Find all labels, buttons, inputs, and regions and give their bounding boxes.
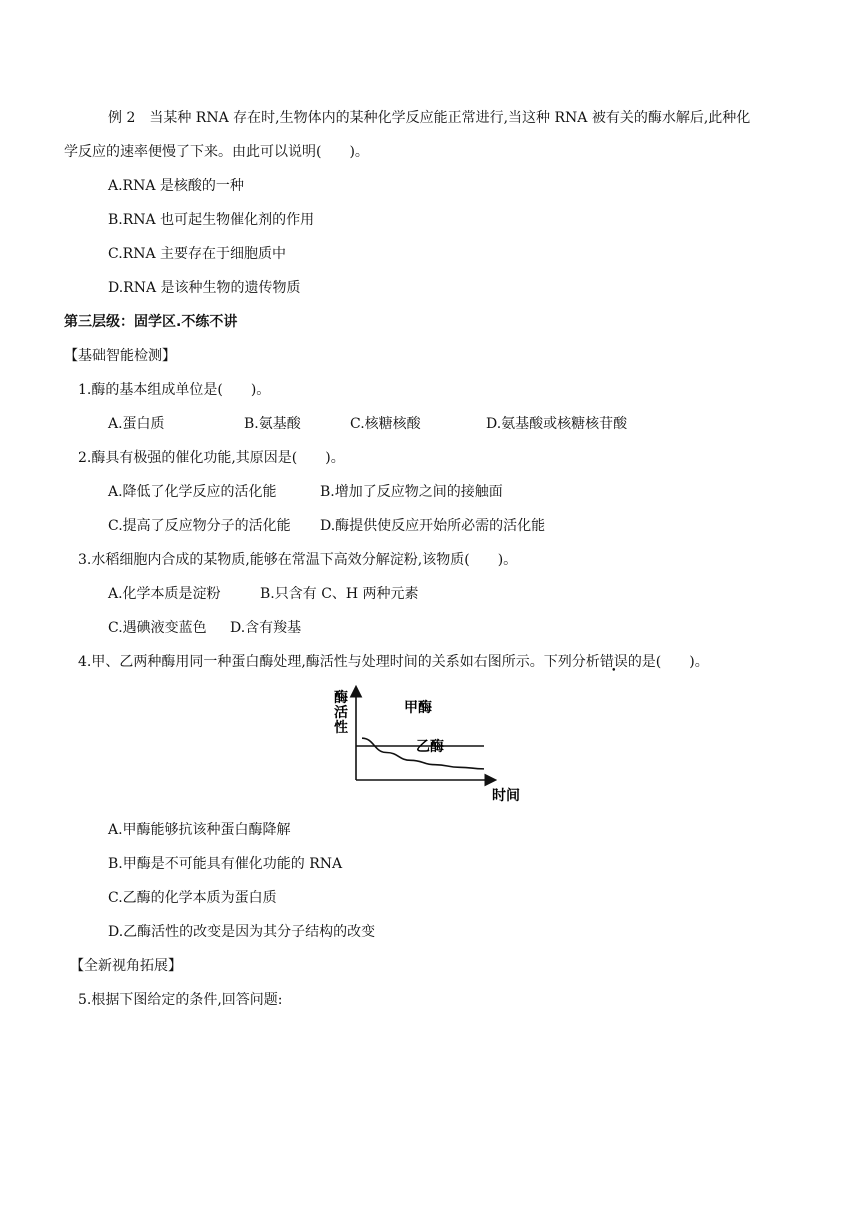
q4-stem — [78, 652, 709, 672]
series-label-yi: 乙酶 — [416, 739, 444, 755]
q1-option-d: D.氨基酸或核糖核苷酸 — [486, 416, 628, 432]
y-label-char-1: 酶 — [334, 690, 348, 706]
q3-option-d: D.含有羧基 — [230, 620, 302, 636]
y-label-char-3: 性 — [334, 720, 348, 736]
q2-stem: 2.酶具有极强的催化功能,其原因是( )。 — [78, 450, 345, 466]
y-label-char-2: 活 — [334, 705, 348, 721]
q2-option-d: D.酶提供使反应开始所必需的活化能 — [320, 518, 546, 534]
enzyme-activity-chart — [328, 684, 528, 806]
q2-option-c: C.提高了反应物分子的活化能 — [108, 518, 291, 534]
series-label-jia: 甲酶 — [404, 700, 432, 716]
q1-option-a: A.蛋白质 — [108, 416, 165, 432]
q3-option-c: C.遇碘液变蓝色 — [108, 620, 207, 636]
q1-option-b: B.氨基酸 — [244, 416, 301, 432]
q4-stem-emphasis: 错误 — [599, 654, 628, 670]
q4-stem-after: 的是( )。 — [627, 654, 709, 670]
example2-line2: 学反应的速率便慢了下来。由此可以说明( )。 — [64, 144, 369, 160]
section-basic-heading: 【基础智能检测】 — [64, 348, 176, 364]
example2-option-a: A.RNA 是核酸的一种 — [108, 178, 244, 194]
example2-option-d: D.RNA 是该种生物的遗传物质 — [108, 280, 301, 296]
level3-heading: 第三层级：固学区.不练不讲 — [64, 314, 238, 330]
example2-option-c: C.RNA 主要存在于细胞质中 — [108, 246, 287, 262]
q2-option-a: A.降低了化学反应的活化能 — [108, 484, 277, 500]
section-new-heading: 【全新视角拓展】 — [70, 958, 182, 974]
q4-option-a: A.甲酶能够抗该种蛋白酶降解 — [108, 822, 291, 838]
q4-option-c: C.乙酶的化学本质为蛋白质 — [108, 890, 277, 906]
q4-option-b: B.甲酶是不可能具有催化功能的 RNA — [108, 856, 343, 872]
q5-stem: 5.根据下图给定的条件,回答问题: — [78, 992, 283, 1008]
q4-stem-before: 4.甲、乙两种酶用同一种蛋白酶处理,酶活性与处理时间的关系如右图所示。下列分析 — [78, 654, 600, 670]
example2-line1: 例 2 当某种 RNA 存在时,生物体内的某种化学反应能正常进行,当这种 RNA 被有关的酶水解后,此种化 — [108, 110, 751, 126]
example2-option-b: B.RNA 也可起生物催化剂的作用 — [108, 212, 315, 228]
x-axis-label: 时间 — [492, 788, 520, 804]
q3-stem: 3.水稻细胞内合成的某物质,能够在常温下高效分解淀粉,该物质( )。 — [78, 552, 518, 568]
q4-option-d: D.乙酶活性的改变是因为其分子结构的改变 — [108, 924, 376, 940]
q3-option-b: B.只含有 C、H 两种元素 — [260, 586, 419, 602]
q1-option-c: C.核糖核酸 — [350, 416, 421, 432]
q3-option-a: A.化学本质是淀粉 — [108, 586, 221, 602]
q2-option-b: B.增加了反应物之间的接触面 — [320, 484, 503, 500]
q1-stem: 1.酶的基本组成单位是( )。 — [78, 382, 271, 398]
